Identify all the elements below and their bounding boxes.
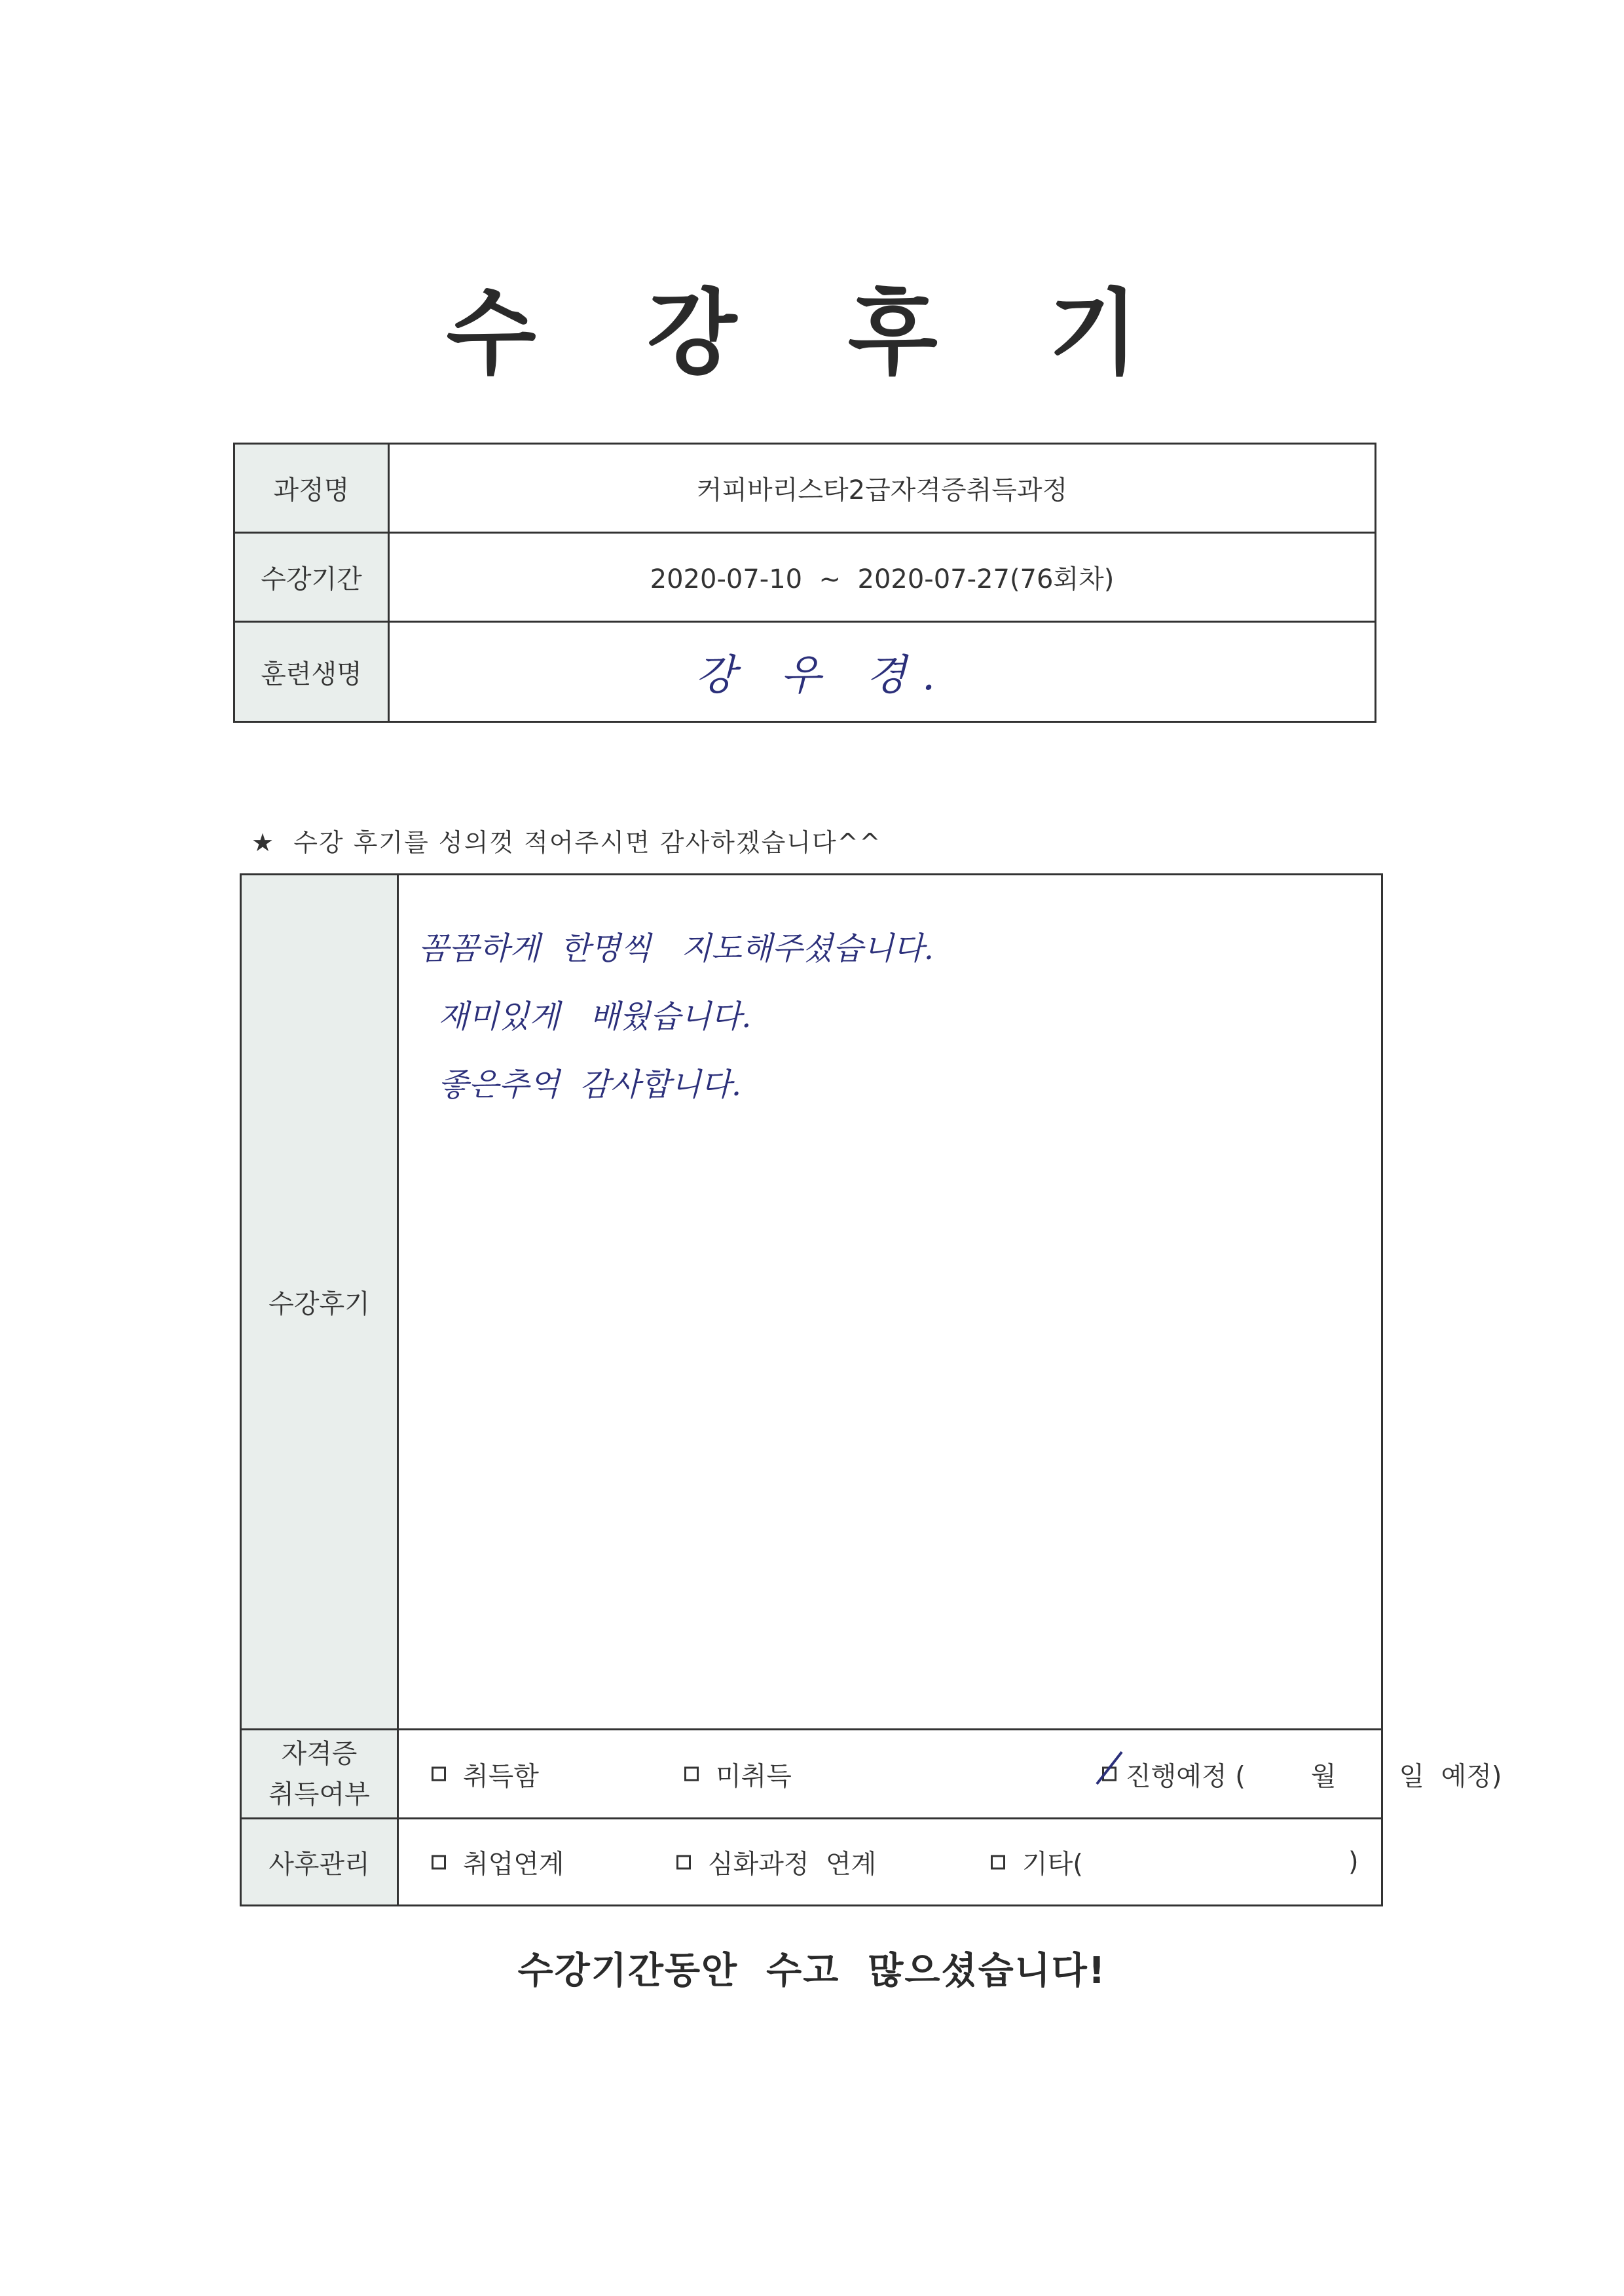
- certification-options: [399, 1730, 1502, 1817]
- review-label: 수강후기: [242, 875, 399, 1728]
- course-name-row: [235, 445, 1375, 534]
- course-name-label: 과정명: [235, 445, 390, 532]
- followup-option-other-label: 기타(: [1022, 1849, 1083, 1880]
- month-label: 월: [1310, 1761, 1337, 1791]
- checkbox-icon[interactable]: [432, 1855, 446, 1869]
- certification-option-planned[interactable]: [1102, 1755, 1502, 1793]
- closing-message: 수강기간동안 수고 많으셨습니다!: [517, 1950, 1107, 1992]
- course-period-value: 2020-07-10 ~ 2020-07-27(76회차): [650, 564, 1115, 594]
- course-period-label: 수강기간: [235, 534, 390, 621]
- checkbox-icon[interactable]: [676, 1855, 691, 1869]
- followup-option-employment-label: 취업연계: [463, 1849, 564, 1880]
- certification-option-acquired-label: 취득함: [463, 1761, 539, 1791]
- certification-option-planned-label: 진행예정 (: [1126, 1761, 1246, 1791]
- followup-option-advanced-course-label: 심화과정 연계: [708, 1849, 877, 1880]
- checkbox-icon[interactable]: [684, 1767, 699, 1781]
- followup-other-close-paren: ): [1348, 1847, 1359, 1877]
- checkbox-icon[interactable]: [991, 1855, 1005, 1869]
- trainee-name-handwritten: 강 우 경.: [695, 651, 951, 700]
- day-label: 일 예정): [1399, 1761, 1502, 1791]
- followup-option-other[interactable]: [991, 1844, 1083, 1881]
- course-name-value: 커피바리스타2급자격증취득과정: [696, 475, 1068, 505]
- course-info-table: [233, 443, 1376, 723]
- trainee-name-label: 훈련생명: [235, 623, 390, 721]
- review-line-1: 꼼꼼하게 한명씩 지도해주셨습니다.: [418, 930, 934, 967]
- followup-label: 사후관리: [242, 1819, 399, 1904]
- review-table: [240, 873, 1502, 1906]
- followup-option-advanced-course[interactable]: [676, 1844, 876, 1881]
- review-line-3: 좋은추억 감사합니다.: [438, 1066, 742, 1103]
- certification-label-line2: 취득여부: [268, 1779, 370, 1810]
- certification-row: [242, 1730, 1502, 1819]
- certification-label: [242, 1730, 399, 1817]
- instruction-note: ★ 수강 후기를 성의껏 적어주시면 감사하겠습니다^^: [251, 828, 882, 857]
- page-title: 수 강 후 기: [446, 280, 1178, 388]
- followup-row: [242, 1819, 1381, 1904]
- review-line-2: 재미있게 배웠습니다.: [438, 998, 752, 1035]
- checked-checkbox-icon[interactable]: [1102, 1767, 1116, 1781]
- checkbox-icon[interactable]: [432, 1767, 446, 1781]
- trainee-name-row: [235, 623, 1375, 721]
- certification-option-not-acquired-label: 미취득: [716, 1761, 792, 1791]
- certification-option-not-acquired[interactable]: [684, 1755, 792, 1793]
- review-text-area: [418, 915, 1381, 1728]
- certification-option-acquired[interactable]: [432, 1755, 539, 1793]
- followup-options: [399, 1819, 1381, 1904]
- followup-option-employment[interactable]: [432, 1844, 564, 1881]
- course-period-row: [235, 534, 1375, 623]
- review-row: [242, 875, 1381, 1730]
- certification-label-line1: 자격증: [281, 1738, 358, 1769]
